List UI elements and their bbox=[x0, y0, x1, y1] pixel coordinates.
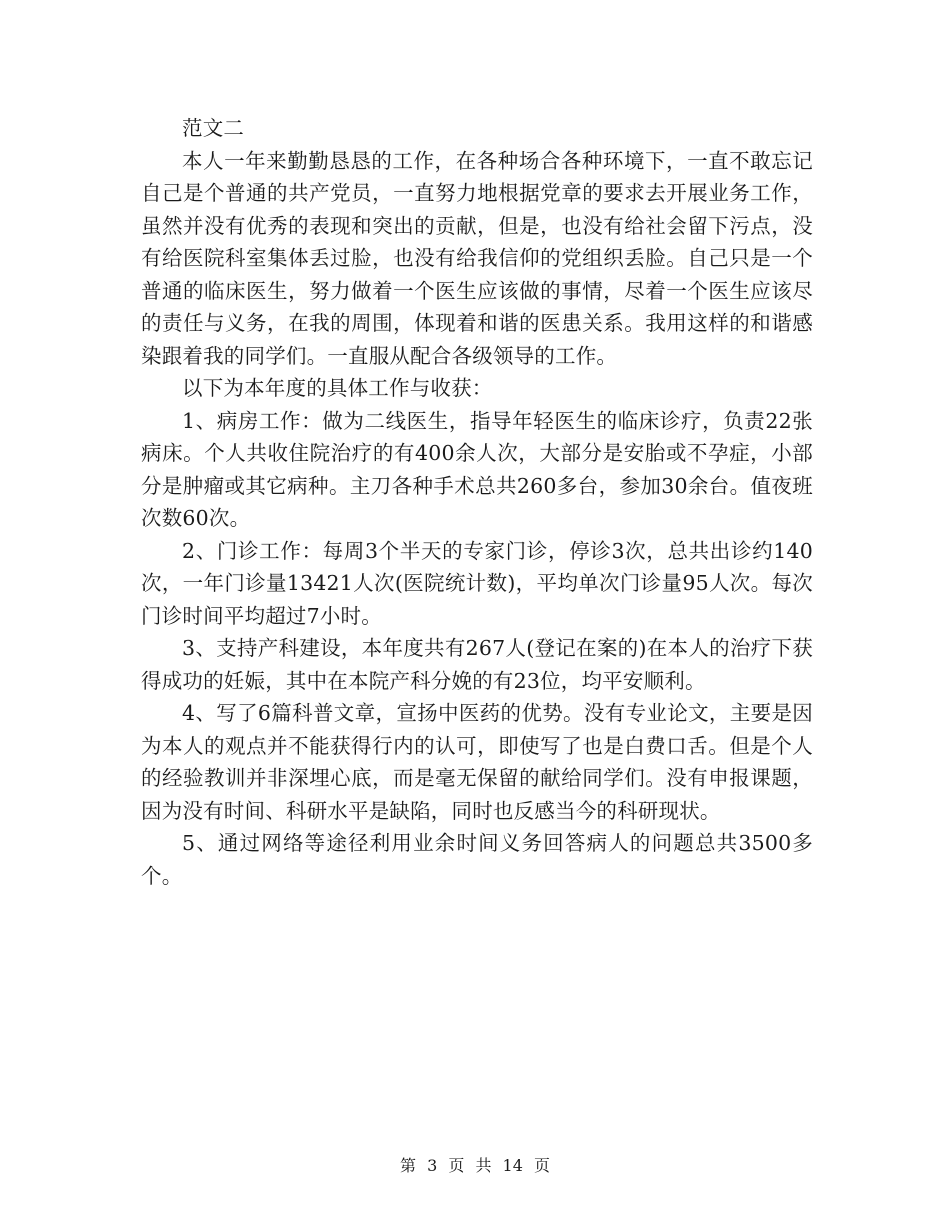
section-heading: 范文二 bbox=[182, 116, 245, 140]
online-answers-paragraph: 5、通过网络等途径利用业余时间义务回答病人的问题总共3500多个。 bbox=[141, 831, 813, 888]
articles-paragraph: 4、写了6篇科普文章，宣扬中医药的优势。没有专业论文，主要是因为本人的观点并不能获得行内的认可，即使写了也是白费口舌。但是个人的经验教训并非深埋心底，而是毫无保留的献给同学们。没有申报课题，因为没有时间、科研水平是缺陷，同时也反感当今的科研现状。 bbox=[141, 701, 813, 823]
document-body bbox=[141, 112, 813, 892]
intro-paragraph: 本人一年来勤勤恳恳的工作，在各种场合各种环境下，一直不敢忘记自己是个普通的共产党员，一直努力地根据党章的要求去开展业务工作，虽然并没有优秀的表现和突出的贡献，但是，也没有给社会留下污点，没有给医院科室集体丢过脸，也没有给我信仰的党组织丢脸。自己只是一个普通的临床医生，努力做着一个医生应该做的事情，尽着一个医生应该尽的责任与义务，在我的周围，体现着和谐的医患关系。我用这样的和谐感染跟着我的同学们。一直服从配合各级领导的工作。 bbox=[141, 148, 813, 368]
summary-lead-paragraph: 以下为本年度的具体工作与收获： bbox=[182, 376, 493, 400]
obstetrics-support-paragraph: 3、支持产科建设，本年度共有267人(登记在案的)在本人的治疗下获得成功的妊娠，其中在本院产科分娩的有23位，均平安顺利。 bbox=[141, 636, 813, 693]
ward-work-paragraph: 1、病房工作：做为二线医生，指导年轻医生的临床诊疗，负责22张病床。个人共收住院治疗的有400余人次，大部分是安胎或不孕症，小部分是肿瘤或其它病种。主刀各种手术总共260多台，参加30余台。值夜班次数60次。 bbox=[141, 408, 813, 530]
outpatient-work-paragraph: 2、门诊工作：每周3个半天的专家门诊，停诊3次，总共出诊约140次，一年门诊量13421人次(医院统计数)，平均单次门诊量95人次。每次门诊时间平均超过7小时。 bbox=[141, 538, 813, 628]
page-footer: 第 3 页 共 14 页 bbox=[400, 1156, 550, 1175]
